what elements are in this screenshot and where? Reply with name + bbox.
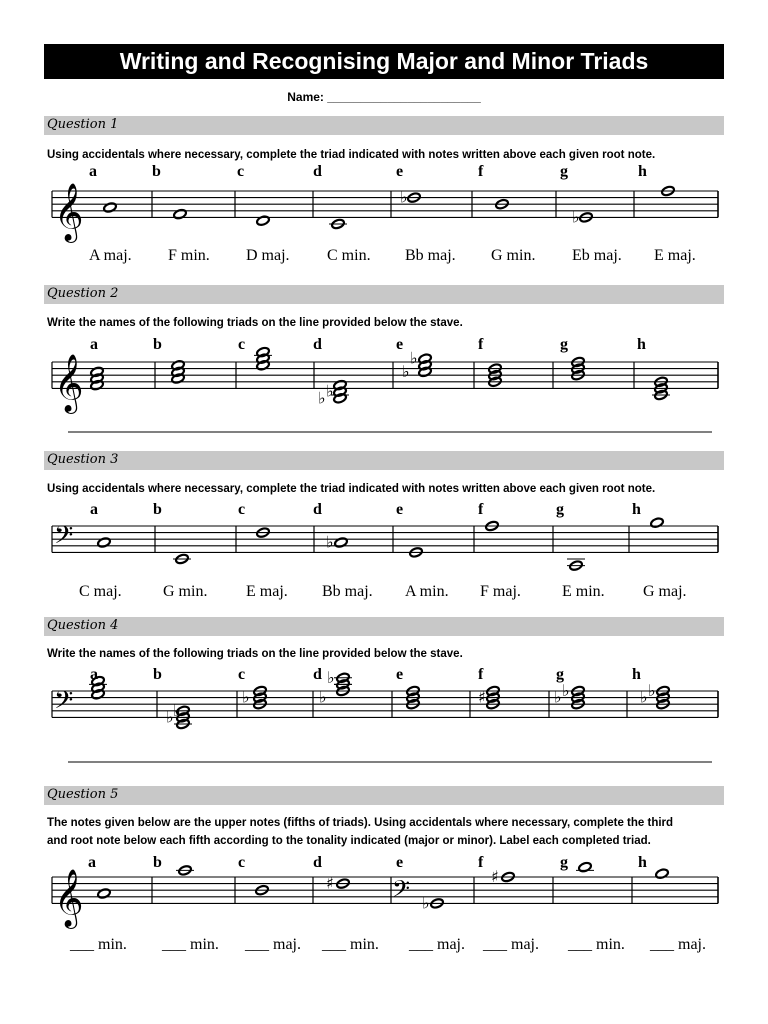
question-letter-e: e [396,501,404,518]
question-4-instruction: Write the names of the following triads on the line provided below the stave. [47,648,463,660]
flat-icon: ♭ [326,381,334,401]
question-letter-h: h [638,854,647,871]
chord-label: G min. [491,247,536,264]
question-3-instruction: Using accidentals where necessary, complete the triad indicated with notes written above each given root note. [47,483,656,495]
question-letter-c: c [238,666,246,683]
name-field[interactable]: Name: _______________________ [287,90,481,104]
chord-label: F maj. [480,583,521,600]
worksheet-title: Writing and Recognising Major and Minor Triads [44,44,724,79]
treble-clef-icon: 𝄞 [54,868,84,927]
flat-icon: ♭ [326,532,334,552]
chord-label: C maj. [79,583,122,600]
whole-note [256,215,270,226]
question-letter-h: h [637,336,646,353]
question-3-header [44,451,724,470]
sharp-icon: ♯ [491,867,499,886]
chord-label: ___ maj. [483,936,539,953]
chord-label: A maj. [89,247,132,264]
chord-label: A min. [405,583,449,600]
flat-icon: ♭ [242,687,250,707]
flat-icon: ♭ [319,687,327,707]
whole-note [97,888,111,899]
bass-clef-icon: 𝄢 [54,520,74,556]
question-letter-c: c [237,163,245,180]
chord-label: G min. [163,583,208,600]
question-letter-d: d [313,854,322,871]
flat-icon: ♭ [572,207,580,227]
question-letter-g: g [560,854,568,871]
treble-clef-icon: 𝄞 [54,353,84,412]
whole-note [173,208,187,219]
chord-label: ___ maj. [409,936,465,953]
flat-icon: ♭ [318,388,326,408]
question-letter-b: b [152,163,161,180]
question-1-heading: Question 1 [47,117,119,132]
question-letter-b: b [153,666,162,683]
question-2-header [44,285,724,304]
flat-icon: ♭ [402,361,410,381]
question-letter-f: f [478,163,484,180]
question-letter-b: b [153,501,162,518]
question-letter-c: c [238,854,246,871]
question-letter-g: g [560,163,568,180]
question-letter-a: a [90,336,98,353]
chord-label: G maj. [643,583,687,600]
question-letter-d: d [313,336,322,353]
bass-clef-icon: 𝄢 [54,685,74,721]
question-letter-c: c [238,501,246,518]
whole-note [578,861,592,872]
chord-label: Bb maj. [405,247,456,264]
question-letter-b: b [153,854,162,871]
question-letter-e: e [396,336,404,353]
question-3-heading: Question 3 [47,452,119,467]
chord-label: C min. [327,247,371,264]
question-letter-h: h [638,163,647,180]
question-2-instruction: Write the names of the following triads on the line provided below the stave. [47,317,463,329]
chord-label: F min. [168,247,210,264]
flat-icon: ♭ [327,667,335,687]
question-letter-e: e [396,854,404,871]
chord-label: Bb maj. [322,583,373,600]
chord-label: Eb maj. [572,247,622,264]
chord-label: ___ min. [162,936,219,953]
chord-label: E maj. [654,247,696,264]
question-letter-d: d [313,666,322,683]
question-letter-f: f [478,666,484,683]
chord-label: E min. [562,583,605,600]
question-letter-d: d [313,163,322,180]
question-5-instruction-line-1: The notes given below are the upper notes (fifths of triads). Using accidentals where necessary, complete the third [47,817,674,829]
flat-icon: ♭ [648,681,656,700]
question-letter-d: d [313,501,322,518]
whole-note [650,517,664,528]
bass-clef-icon: 𝄢 [392,874,411,908]
question-letter-h: h [632,501,641,518]
question-letter-f: f [478,501,484,518]
whole-note [103,202,117,213]
question-letter-e: e [396,163,404,180]
question-letter-a: a [90,501,98,518]
question-letter-g: g [560,336,568,353]
sharp-icon: ♯ [326,873,334,893]
question-letter-e: e [396,666,404,683]
question-4-heading: Question 4 [47,618,119,633]
question-letter-f: f [478,854,484,871]
question-4-header [44,617,724,636]
sharp-icon: ♯ [478,687,486,707]
question-2-heading: Question 2 [47,286,119,301]
question-5-heading: Question 5 [47,787,119,802]
chord-label: D maj. [246,247,290,264]
flat-icon: ♭ [554,687,562,707]
chord-label: ___ min. [70,936,127,953]
question-letter-a: a [90,666,98,683]
flat-icon: ♭ [410,348,418,368]
flat-icon: ♭ [400,187,408,207]
chord-label: ___ maj. [245,936,301,953]
question-5-header [44,786,724,805]
chord-label: ___ min. [568,936,625,953]
chord-label: E maj. [246,583,288,600]
flat-icon: ♭ [422,893,430,913]
flat-icon: ♭ [640,687,648,707]
question-letter-a: a [89,163,97,180]
question-letter-g: g [556,501,564,518]
flat-icon: ♭ [173,700,181,720]
whole-note [97,537,111,548]
question-letter-c: c [238,336,246,353]
flat-icon: ♭ [562,681,570,700]
flat-icon: ♭ [166,707,174,727]
question-letter-b: b [153,336,162,353]
question-letter-g: g [556,666,564,683]
treble-clef-icon: 𝄞 [54,182,84,241]
question-letter-a: a [88,854,96,871]
chord-label: ___ min. [322,936,379,953]
question-letter-h: h [632,666,641,683]
question-letter-f: f [478,336,484,353]
question-1-instruction: Using accidentals where necessary, complete the triad indicated with notes written above each given root note. [47,149,656,161]
question-5-instruction-line-2: and root note below each fifth according to the tonality indicated (major or minor). Label each completed triad. [47,835,651,847]
whole-note [334,537,348,548]
chord-label: ___ maj. [650,936,706,953]
whole-note [655,868,669,879]
